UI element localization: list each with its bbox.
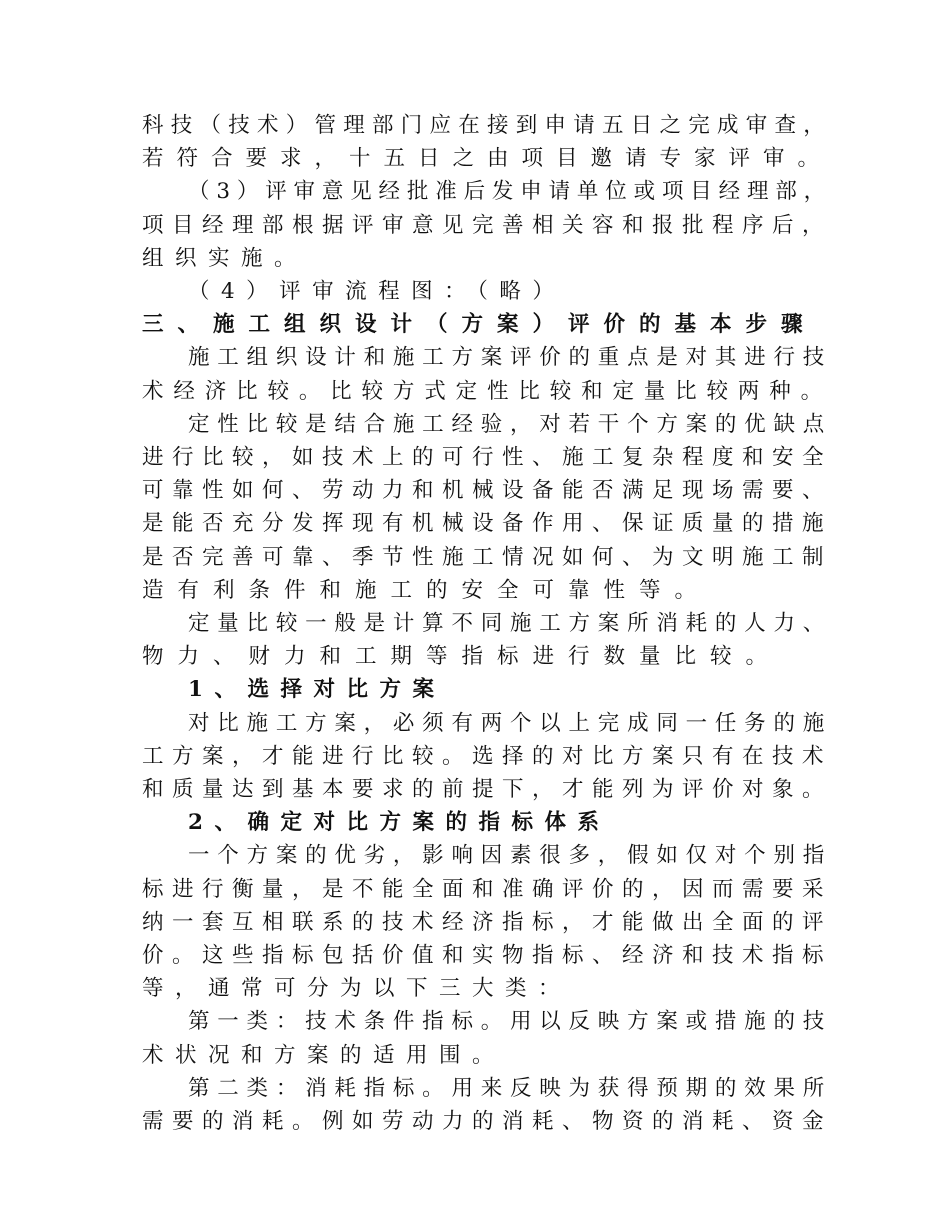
section-heading: 1、选择对比方案 [188,677,446,703]
text-line: 和质量达到基本要求的前提下，才能列为评价对象。 [142,777,832,802]
text-line: 可靠性如何、劳动力和机械设备能否满足现场需要、 [142,478,832,504]
text-line: （4）评审流程图：（略） [188,279,566,304]
text-line: 项目经理部根据评审意见完善相关容和报批程序后， [142,212,832,238]
section-heading: 三、施工组织设计（方案）评价的基本步骤 [142,312,817,338]
text-line: 工方案，才能进行比较。选择的对比方案只有在技术 [142,743,832,769]
text-line: 是否完善可靠、季节性施工情况如何、为文明施工制 [142,544,832,570]
text-line: 施工组织设计和施工方案评价的重点是对其进行技 [188,345,832,371]
text-line: 造有利条件和施工的安全可靠性等。 [142,577,711,603]
text-line: 进行比较，如技术上的可行性、施工复杂程度和安全 [142,445,832,470]
text-line: 若符合要求，十五日之由项目邀请专家评审。 [142,146,832,172]
text-line: 定性比较是结合施工经验，对若干个方案的优缺点 [188,411,832,437]
text-line: 对比施工方案，必须有两个以上完成同一任务的施 [188,710,832,736]
text-line: 术经济比较。比较方式定性比较和定量比较两种。 [142,378,832,404]
text-line: 标进行衡量，是不能全面和准确评价的，因而需要采 [142,876,832,902]
text-line: 术状况和方案的适用围。 [142,1042,506,1068]
text-line: 是能否充分发挥现有机械设备作用、保证质量的措施 [142,511,832,537]
text-line: 科技（技术）管理部门应在接到申请五日之完成审查， [142,113,832,138]
text-line: 等，通常可分为以下三大类： [142,976,572,1002]
text-line: 一个方案的优劣，影响因素很多，假如仅对个别指 [188,843,832,869]
text-line: 物力、财力和工期等指标进行数量比较。 [142,644,782,670]
section-heading: 2、确定对比方案的指标体系 [188,810,611,836]
text-line: 第二类：消耗指标。用来反映为获得预期的效果所 [188,1075,832,1101]
text-line: 价。这些指标包括价值和实物指标、经济和技术指标 [142,943,832,968]
text-line: 纳一套互相联系的技术经济指标，才能做出全面的评 [142,909,832,935]
text-line: 组织实施。 [142,245,308,271]
text-line: 第一类：技术条件指标。用以反映方案或措施的技 [188,1009,832,1035]
text-line: 需要的消耗。例如劳动力的消耗、物资的消耗、资金 [142,1109,832,1134]
text-line: （3）评审意见经批准后发申请单位或项目经理部， [188,179,832,205]
text-line: 定量比较一般是计算不同施工方案所消耗的人力、 [188,611,832,636]
